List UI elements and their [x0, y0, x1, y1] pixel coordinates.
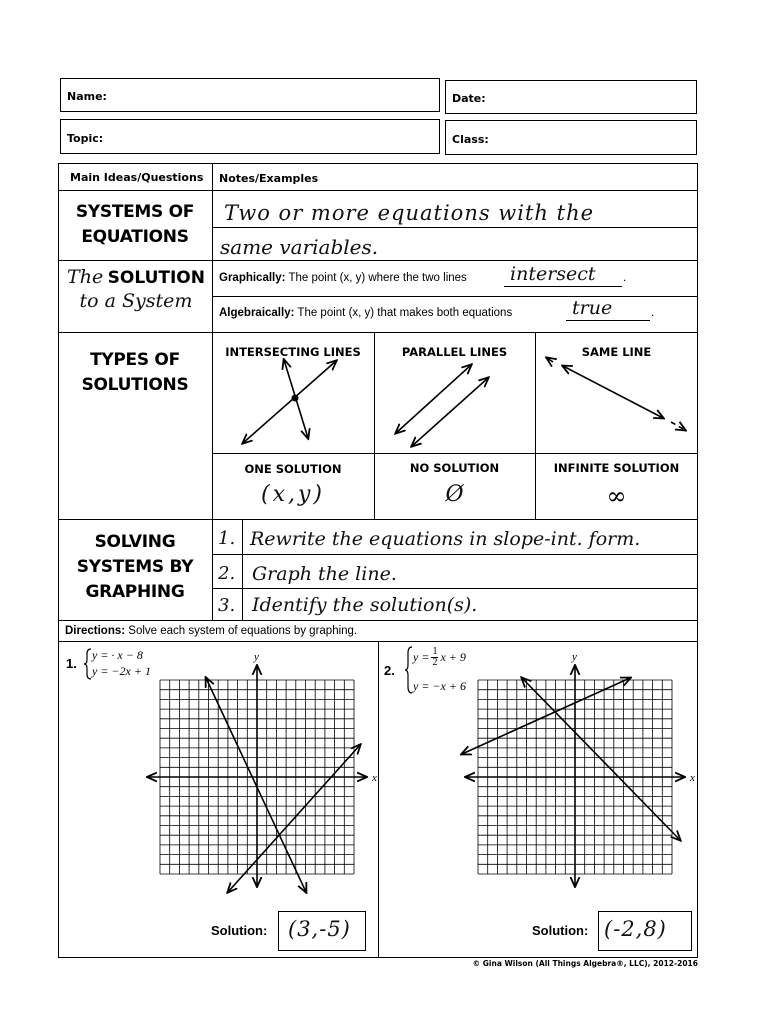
- types-caption-line: [212, 453, 698, 454]
- date-label: Date:: [452, 92, 486, 105]
- problem-2-equation-1: y = $\frac{1}{2}$ x + 9: [413, 646, 466, 668]
- x-axis-label: x: [690, 772, 695, 784]
- problem-2-graph: [462, 651, 695, 905]
- graphing-title: SOLVING SYSTEMS BY GRAPHING: [76, 532, 194, 602]
- graphically-answer-blank: [504, 286, 622, 287]
- problem-1-answer: (3,-5): [288, 917, 351, 941]
- algebraically-answer: true: [572, 297, 613, 319]
- step-2-text: Graph the line.: [252, 563, 397, 585]
- name-label: Name:: [67, 90, 107, 103]
- algebraically-period: .: [651, 307, 655, 319]
- graphically-definition: Graphically: The point (x, y) where the two lines: [219, 272, 467, 284]
- solution-title: The SOLUTION to a System: [67, 266, 205, 312]
- graphically-period: .: [623, 272, 627, 284]
- algebraically-answer-blank: [566, 320, 650, 321]
- infinite-solution-answer: ∞: [606, 482, 627, 510]
- graphically-answer: intersect: [510, 263, 596, 285]
- systems-note-line2: same variables.: [220, 235, 379, 259]
- problem-1-number: 1.: [66, 656, 77, 671]
- parallel-lines-heading: PARALLEL LINES: [401, 345, 508, 359]
- problem-2-number: 2.: [384, 663, 395, 678]
- class-field[interactable]: [445, 120, 697, 155]
- x-axis-label: x: [372, 772, 377, 784]
- graphing-row-bottom-line: [58, 620, 698, 621]
- same-line-diagram: [535, 332, 698, 453]
- types-title: TYPES OF SOLUTIONS: [81, 350, 189, 395]
- no-solution-answer: Ø: [445, 482, 464, 507]
- class-label: Class:: [452, 133, 489, 146]
- topic-label: Topic:: [67, 132, 104, 145]
- one-solution-caption: ONE SOLUTION: [244, 462, 342, 476]
- same-line-heading: SAME LINE: [581, 345, 652, 359]
- solution-row-mid-line: [212, 296, 698, 297]
- y-axis-label: y: [572, 651, 577, 663]
- problem-1-brace: [84, 648, 92, 680]
- problem-2-brace: [405, 646, 413, 694]
- problem-1-equation-1: y = · x − 8: [92, 648, 143, 662]
- problem-1-graph: [148, 651, 377, 905]
- no-solution-caption: NO SOLUTION: [409, 461, 500, 475]
- systems-note-line1: Two or more equations with the: [224, 201, 595, 225]
- problem-2-answer: (-2,8): [604, 917, 667, 941]
- step-line-2: [212, 588, 698, 589]
- step-line-1: [212, 554, 698, 555]
- main-ideas-heading: Main Ideas/Questions: [70, 171, 204, 184]
- directions: Directions: Solve each system of equations by graphing.: [65, 625, 358, 637]
- infinite-solution-caption: INFINITE SOLUTION: [553, 461, 680, 475]
- step-1-text: Rewrite the equations in slope-int. form.: [250, 528, 641, 550]
- problem-1-solution-label: Solution:: [211, 923, 268, 938]
- types-row-bottom-line: [58, 519, 698, 520]
- systems-title: SYSTEMS OF EQUATIONS: [75, 202, 195, 247]
- step-num-divider: [242, 519, 243, 620]
- parallel-lines-diagram: [374, 332, 535, 453]
- problem-1-equation-2: y = −2x + 1: [92, 664, 151, 678]
- name-field[interactable]: [60, 78, 440, 112]
- algebraically-definition: Algebraically: The point (x, y) that makes both equations: [219, 307, 513, 319]
- problem-2-solution-label: Solution:: [532, 923, 589, 938]
- step-3-number: 3.: [218, 595, 236, 616]
- systems-row-mid-line: [212, 227, 698, 228]
- topic-field[interactable]: [60, 119, 440, 154]
- one-solution-answer: (x,y): [261, 482, 325, 507]
- copyright-footer: © Gina Wilson (All Things Algebra®, LLC), 2012-2016: [472, 959, 698, 968]
- intersecting-lines-diagram: [212, 332, 374, 453]
- problem-2-equation-2: y = −x + 6: [413, 679, 466, 693]
- systems-row-bottom-line: [58, 260, 698, 261]
- date-field[interactable]: [445, 80, 697, 114]
- notes-examples-heading: Notes/Examples: [219, 172, 319, 185]
- step-3-text: Identify the solution(s).: [252, 594, 478, 616]
- intersecting-lines-heading: INTERSECTING LINES: [225, 345, 361, 359]
- step-1-number: 1.: [218, 528, 236, 549]
- y-axis-label: y: [254, 651, 259, 663]
- problems-divider: [378, 641, 379, 958]
- step-2-number: 2.: [218, 563, 236, 584]
